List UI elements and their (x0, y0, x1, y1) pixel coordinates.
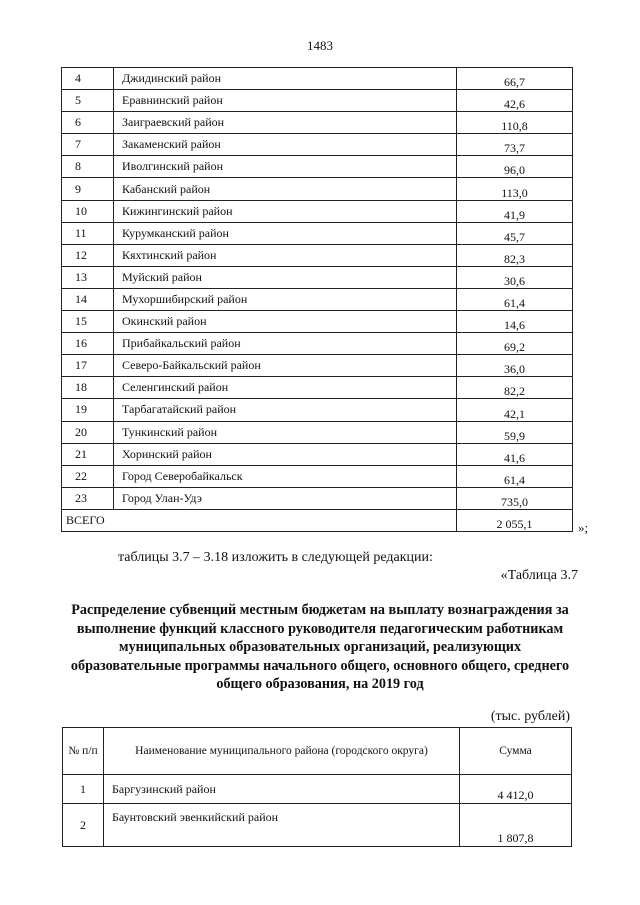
row-value: 14,6 (457, 311, 573, 333)
row-number: 12 (62, 244, 114, 266)
table-row (62, 134, 573, 156)
total-value: 2 055,1 (457, 509, 573, 531)
page-number: 1483 (307, 38, 333, 53)
table-row (62, 421, 573, 443)
row-number: 11 (62, 222, 114, 244)
row-municipality: Северо-Байкальский район (114, 355, 457, 377)
row-municipality: Город Улан-Удэ (114, 487, 457, 509)
row-number: 2 (63, 804, 104, 847)
closing-quote: »; (578, 520, 589, 535)
row-municipality: Прибайкальский район (114, 333, 457, 355)
table-row (62, 333, 573, 355)
row-number: 6 (62, 112, 114, 134)
row-municipality: Кяхтинский район (114, 244, 457, 266)
table-row (62, 443, 573, 465)
row-municipality: Селенгинский район (114, 377, 457, 399)
table-row (62, 311, 573, 333)
table-row (63, 804, 572, 847)
instruction-text: таблицы 3.7 – 3.18 изложить в следующей редакции: (118, 550, 433, 565)
table-label: «Таблица 3.7 (500, 568, 578, 583)
table-heading: Распределение субвенций местным бюджетам на выплату вознаграждения за выполнение функций классного руководителя педагогическим работникам муниципальных образовательных организаций, реализующих образовательные программы начального общего, основного общего, среднего общего образования, на 2019 год (70, 602, 570, 693)
units-label: (тыс. рублей) (490, 709, 570, 724)
table-row (62, 465, 573, 487)
table-row (62, 288, 573, 310)
row-value: 1 807,8 (460, 804, 572, 847)
row-number: 17 (62, 355, 114, 377)
row-municipality: Город Северобайкальск (114, 465, 457, 487)
row-value: 82,2 (457, 377, 573, 399)
row-number: 9 (62, 178, 114, 200)
row-number: 14 (62, 288, 114, 310)
row-municipality: Закаменский район (114, 134, 457, 156)
row-value: 66,7 (457, 68, 573, 90)
row-number: 8 (62, 156, 114, 178)
table-row (62, 355, 573, 377)
row-value: 42,1 (457, 399, 573, 421)
total-label: ВСЕГО (62, 509, 457, 531)
row-number: 10 (62, 200, 114, 222)
row-value: 61,4 (457, 288, 573, 310)
row-value: 4 412,0 (460, 775, 572, 804)
subvention-table-body (63, 775, 572, 847)
header-sum: Сумма (460, 728, 572, 775)
subvention-table (62, 727, 572, 847)
table-row (62, 68, 573, 90)
row-value: 30,6 (457, 266, 573, 288)
table-row (62, 112, 573, 134)
row-municipality: Тарбагатайский район (114, 399, 457, 421)
row-number: 19 (62, 399, 114, 421)
row-value: 82,3 (457, 244, 573, 266)
table-row (62, 178, 573, 200)
table-row (62, 156, 573, 178)
row-number: 18 (62, 377, 114, 399)
row-number: 22 (62, 465, 114, 487)
row-value: 61,4 (457, 465, 573, 487)
row-municipality: Заиграевский район (114, 112, 457, 134)
row-number: 16 (62, 333, 114, 355)
table-row (62, 222, 573, 244)
row-value: 69,2 (457, 333, 573, 355)
row-value: 113,0 (457, 178, 573, 200)
row-number: 5 (62, 90, 114, 112)
table-row (62, 399, 573, 421)
row-number: 13 (62, 266, 114, 288)
row-value: 41,6 (457, 443, 573, 465)
row-municipality: Иволгинский район (114, 156, 457, 178)
table-row (62, 377, 573, 399)
table-row (62, 244, 573, 266)
table-row (63, 775, 572, 804)
row-municipality: Баунтовский эвенкийский район (104, 804, 460, 847)
table-row (62, 487, 573, 509)
row-number: 20 (62, 421, 114, 443)
row-value: 42,6 (457, 90, 573, 112)
table-row (62, 200, 573, 222)
row-municipality: Кабанский район (114, 178, 457, 200)
row-municipality: Тункинский район (114, 421, 457, 443)
row-number: 15 (62, 311, 114, 333)
row-municipality: Мухоршибирский район (114, 288, 457, 310)
subvention-table-header (63, 728, 572, 775)
row-value: 36,0 (457, 355, 573, 377)
row-value: 45,7 (457, 222, 573, 244)
row-municipality: Еравнинский район (114, 90, 457, 112)
allocation-table-continued (61, 67, 573, 532)
table-row (62, 90, 573, 112)
row-municipality: Муйский район (114, 266, 457, 288)
row-number: 21 (62, 443, 114, 465)
row-municipality: Курумканский район (114, 222, 457, 244)
row-municipality: Окинский район (114, 311, 457, 333)
table-row (62, 266, 573, 288)
row-value: 735,0 (457, 487, 573, 509)
row-municipality: Баргузинский район (104, 775, 460, 804)
row-value: 73,7 (457, 134, 573, 156)
row-value: 96,0 (457, 156, 573, 178)
row-number: 1 (63, 775, 104, 804)
total-row (62, 509, 573, 531)
header-municipality: Наименование муниципального района (городского округа) (104, 728, 460, 775)
allocation-table-body (62, 68, 573, 532)
row-municipality: Хоринский район (114, 443, 457, 465)
header-number: № п/п (63, 728, 104, 775)
row-number: 23 (62, 487, 114, 509)
row-value: 59,9 (457, 421, 573, 443)
row-value: 41,9 (457, 200, 573, 222)
row-number: 4 (62, 68, 114, 90)
row-municipality: Джидинский район (114, 68, 457, 90)
row-municipality: Кижингинский район (114, 200, 457, 222)
row-value: 110,8 (457, 112, 573, 134)
row-number: 7 (62, 134, 114, 156)
